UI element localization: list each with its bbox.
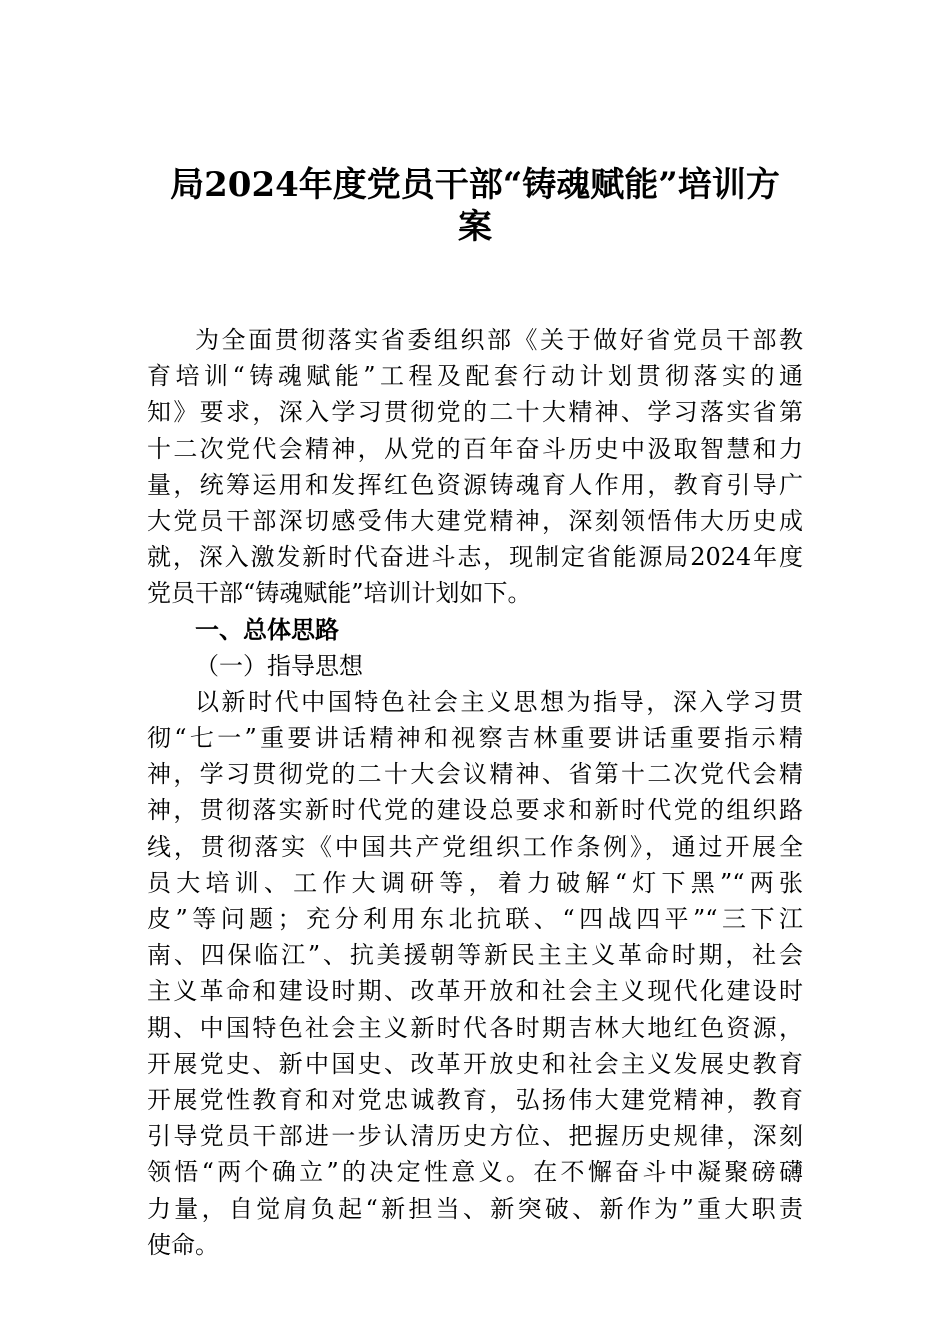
section-heading-overall-approach: 一、总体思路 bbox=[195, 614, 339, 644]
document-title-line-2: 案 bbox=[458, 207, 492, 247]
document-body bbox=[147, 322, 803, 1263]
guiding-paragraph-line: 引导党员干部进一步认清历史方位、把握历史规律，深刻 bbox=[147, 1122, 803, 1151]
guiding-paragraph-line: 线，贯彻落实《中国共产党组织工作条例》，通过开展全 bbox=[147, 832, 803, 861]
guiding-paragraph-line: 开展党性教育和对党忠诚教育，弘扬伟大建党精神，教育 bbox=[147, 1085, 803, 1114]
intro-paragraph-line: 党员干部“铸魂赋能”培训计划如下。 bbox=[147, 579, 532, 608]
intro-paragraph-line: 量，统筹运用和发挥红色资源铸魂育人作用，教育引导广 bbox=[147, 470, 803, 499]
guiding-paragraph-line: 期、中国特色社会主义新时代各时期吉林大地红色资源， bbox=[147, 1013, 803, 1042]
intro-paragraph-line: 为全面贯彻落实省委组织部《关于做好省党员干部教 bbox=[195, 326, 803, 354]
intro-paragraph-line: 知》要求，深入学习贯彻党的二十大精神、学习落实省第 bbox=[147, 398, 803, 427]
guiding-paragraph-line: 领悟“两个确立”的决定性意义。在不懈奋斗中凝聚磅礴 bbox=[147, 1158, 803, 1187]
guiding-paragraph-line: 主义革命和建设时期、改革开放和社会主义现代化建设时 bbox=[147, 977, 803, 1006]
guiding-paragraph-line: 开展党史、新中国史、改革开放史和社会主义发展史教育 bbox=[147, 1049, 803, 1078]
guiding-paragraph-line: 彻“七一”重要讲话精神和视察吉林重要讲话重要指示精 bbox=[147, 724, 803, 753]
guiding-paragraph-line: 力量，自觉肩负起“新担当、新突破、新作为”重大职责 bbox=[147, 1194, 803, 1223]
subsection-heading-guiding-ideology: （一）指导思想 bbox=[195, 651, 363, 680]
intro-paragraph-line: 就，深入激发新时代奋进斗志，现制定省能源局2024年度 bbox=[147, 543, 803, 572]
intro-paragraph-line: 大党员干部深切感受伟大建党精神，深刻领悟伟大历史成 bbox=[147, 506, 803, 535]
guiding-paragraph-line: 以新时代中国特色社会主义思想为指导，深入学习贯 bbox=[195, 687, 803, 716]
guiding-paragraph-line: 神，学习贯彻党的二十大会议精神、省第十二次党代会精 bbox=[147, 760, 803, 789]
guiding-paragraph-line: 皮”等问题；充分利用东北抗联、“四战四平”“三下江 bbox=[147, 905, 803, 933]
guiding-paragraph-line: 使命。 bbox=[147, 1230, 219, 1259]
document-title-line-1: 局2024年度党员干部“铸魂赋能”培训方 bbox=[170, 165, 780, 205]
intro-paragraph-line: 十二次党代会精神，从党的百年奋斗历史中汲取智慧和力 bbox=[147, 434, 803, 463]
intro-paragraph-line: 育培训“铸魂赋能”工程及配套行动计划贯彻落实的通 bbox=[147, 362, 803, 391]
guiding-paragraph-line: 南、四保临江”、抗美援朝等新民主主义革命时期，社会 bbox=[147, 941, 803, 970]
guiding-paragraph-line: 员大培训、工作大调研等，着力破解“灯下黑”“两张 bbox=[147, 868, 803, 897]
guiding-paragraph-line: 神，贯彻落实新时代党的建设总要求和新时代党的组织路 bbox=[147, 796, 803, 825]
